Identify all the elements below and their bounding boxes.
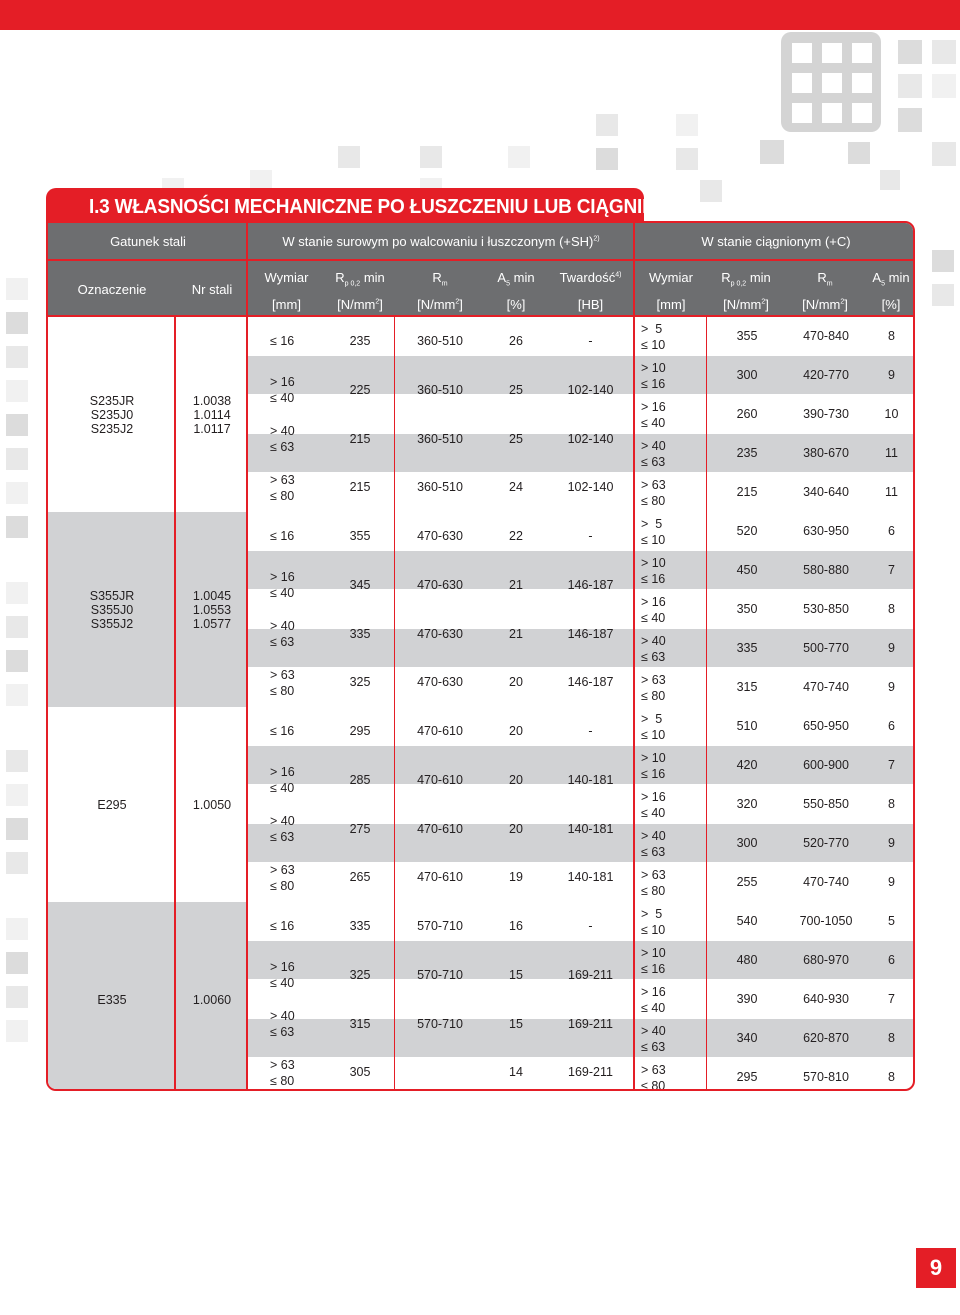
rm-header: $R_m$ [432, 270, 448, 288]
drawn-rm: 550-850 [803, 797, 849, 811]
drawn-rp: 295 [736, 1070, 758, 1084]
drawn-a: 7 [888, 563, 895, 577]
drawn-rm: 530-850 [803, 602, 849, 616]
drawn-a: 9 [888, 875, 895, 889]
drawn-rp: 260 [736, 407, 758, 421]
drawn-dimension: > 5 ≤ 10 [641, 712, 666, 742]
raw-rp: 275 [349, 821, 371, 836]
drawn-dimension: > 16 ≤ 40 [641, 985, 666, 1015]
raw-a: 22 [509, 529, 523, 543]
raw-row [248, 512, 634, 561]
raw-row [248, 951, 634, 1000]
drawn-a: 9 [888, 836, 895, 850]
steel-designation: E335 [97, 992, 127, 1007]
raw-a: 26 [509, 334, 523, 348]
drawn-dimension: > 10 ≤ 16 [641, 946, 666, 976]
drawn-rm: 650-950 [803, 719, 849, 733]
raw-rm: 360-510 [417, 382, 463, 397]
raw-row [248, 707, 634, 756]
raw-dimension: > 40 ≤ 63 [270, 813, 295, 844]
raw-dimension: > 63 ≤ 80 [270, 667, 295, 698]
raw-hardness: - [588, 919, 593, 933]
drawn-rp: 520 [736, 524, 758, 538]
steel-designation: S355JR S355J0 S355J2 [89, 588, 135, 631]
drawn-a: 9 [888, 680, 895, 694]
raw-rm: 360-510 [417, 480, 463, 495]
dim-unit: [mm] [272, 297, 301, 312]
raw-rp: 335 [349, 626, 371, 641]
raw-hardness: 169-211 [568, 1016, 613, 1031]
drawn-dimension: > 63 ≤ 80 [641, 478, 666, 508]
raw-dimension: > 16 ≤ 40 [270, 765, 295, 796]
raw-dimension: ≤ 16 [270, 334, 295, 349]
section-title: I.3 WŁASNOŚCI MECHANICZNE PO ŁUSZCZENIU LUB CIĄGNIENIU [89, 196, 687, 218]
drawn-a: 7 [888, 758, 895, 772]
drawn-a: 10 [884, 407, 899, 421]
raw-row [248, 415, 634, 464]
raw-row [248, 463, 634, 512]
drawn-rm: 520-770 [803, 836, 849, 850]
raw-dimension: > 63 ≤ 80 [270, 472, 295, 503]
top-red-bar [0, 0, 960, 30]
drawn-rm: 380-670 [803, 446, 849, 460]
rp2-header: $R_{p 0,2}$ min [721, 270, 771, 288]
raw-rm: 470-610 [417, 821, 463, 836]
raw-row [248, 853, 634, 902]
a-unit: [%] [506, 297, 526, 312]
drawn-rm: 620-870 [803, 1031, 849, 1045]
raw-rm: 360-510 [417, 431, 463, 446]
raw-hardness: 102-140 [567, 382, 614, 397]
drawn-rm: 470-740 [803, 680, 849, 694]
raw-rm: 470-630 [417, 626, 463, 641]
raw-rm: 470-610 [417, 724, 463, 738]
drawn-a: 5 [888, 914, 895, 928]
hardness-header: Twardość$^{4)}$ [559, 270, 622, 285]
drawn-rp: 315 [736, 680, 758, 694]
drawn-a: 6 [888, 719, 895, 733]
raw-row [248, 756, 634, 805]
page-number: 9 [916, 1248, 956, 1288]
raw-hardness: - [588, 529, 593, 543]
raw-rp: 345 [349, 577, 371, 592]
drawn-rp: 215 [736, 485, 758, 499]
raw-row [248, 1048, 634, 1091]
raw-hardness: 102-140 [567, 480, 614, 495]
raw-hardness: 169-211 [568, 1065, 613, 1080]
raw-rm: 470-630 [417, 577, 463, 592]
raw-rp: 325 [349, 675, 371, 690]
raw-hardness: 146-187 [567, 626, 614, 641]
drawn-dimension: > 5 ≤ 10 [641, 322, 666, 352]
drawn-rp: 510 [736, 719, 758, 733]
dim-header: Wymiar [264, 270, 309, 285]
raw-rp: 335 [349, 919, 371, 933]
drawn-rp: 300 [736, 368, 758, 382]
raw-hardness: 140-181 [567, 772, 614, 787]
raw-rp: 235 [349, 334, 371, 348]
section-title-banner [46, 188, 687, 224]
drawn-rp: 390 [736, 992, 758, 1006]
drawn-a: 8 [888, 1070, 895, 1084]
raw-a: 19 [509, 870, 523, 885]
raw-a: 25 [509, 431, 523, 446]
raw-row [248, 805, 634, 854]
steel-number: 1.0050 [192, 797, 232, 812]
drawn-rp: 350 [736, 602, 758, 616]
hardness-unit: [HB] [577, 297, 604, 312]
drawn-rp: 320 [736, 797, 758, 811]
raw-state-header: W stanie surowym po walcowaniu i łuszczonym $(+SH)^{2)}$ [282, 234, 600, 249]
drawn-rm: 340-640 [803, 485, 849, 499]
drawn-dimension: > 40 ≤ 63 [641, 439, 666, 469]
raw-row [248, 610, 634, 659]
drawn-rm: 470-840 [803, 329, 849, 343]
rm-unit: $[N/mm^2]$ [417, 297, 463, 312]
raw-hardness: - [588, 724, 593, 738]
raw-hardness: 146-187 [567, 675, 614, 690]
raw-rm: 470-610 [417, 870, 463, 885]
drawn-a: 6 [888, 953, 895, 967]
raw-dimension: > 63 ≤ 80 [270, 862, 295, 893]
table-header-row-2 [48, 261, 915, 315]
raw-rm: 570-710 [417, 919, 463, 933]
steel-number: 1.0045 1.0553 1.0577 [192, 588, 232, 631]
drawn-rm: 420-770 [803, 368, 849, 382]
raw-hardness: 146-187 [567, 577, 614, 592]
raw-rm: 470-630 [417, 675, 463, 690]
drawn-rp: 335 [736, 641, 758, 655]
a2-header: $A_5$ min [872, 270, 910, 288]
drawn-a: 8 [888, 797, 895, 811]
drawn-a: 7 [888, 992, 895, 1006]
steel-group [48, 317, 915, 512]
raw-a: 15 [509, 1016, 523, 1031]
drawn-dimension: > 16 ≤ 40 [641, 790, 666, 820]
a-header: $A_5$ min [497, 270, 535, 288]
rp2-unit: $[N/mm^2]$ [723, 297, 769, 312]
drawn-rm: 390-730 [803, 407, 849, 421]
drawn-dimension: > 63 ≤ 80 [641, 673, 666, 703]
steel-designation: S235JR S235J0 S235J2 [89, 393, 135, 436]
drawn-rp: 300 [736, 836, 758, 850]
drawn-rp: 540 [736, 914, 758, 928]
drawn-rm: 570-810 [803, 1070, 849, 1084]
raw-dimension: ≤ 16 [270, 724, 295, 739]
steel-group [48, 902, 915, 1091]
raw-row [248, 561, 634, 610]
raw-a: 21 [509, 626, 523, 641]
raw-dimension: > 63 ≤ 80 [270, 1057, 295, 1088]
drawn-rp: 355 [736, 329, 758, 343]
raw-rp: 355 [349, 529, 371, 543]
drawn-dimension: > 16 ≤ 40 [641, 400, 666, 430]
raw-rp: 215 [349, 431, 371, 446]
drawn-dimension: > 40 ≤ 63 [641, 1024, 666, 1054]
drawn-dimension: > 40 ≤ 63 [641, 829, 666, 859]
drawn-rp: 420 [736, 758, 758, 772]
drawn-a: 8 [888, 602, 895, 616]
raw-rp: 305 [349, 1065, 371, 1080]
drawn-rm: 500-770 [803, 641, 849, 655]
raw-dimension: ≤ 16 [270, 529, 295, 544]
raw-hardness: 102-140 [567, 431, 614, 446]
drawn-rp: 450 [736, 563, 758, 577]
raw-hardness: 169-211 [568, 967, 613, 982]
raw-rm: 570-710 [417, 1016, 463, 1031]
raw-rp: 215 [349, 480, 371, 495]
mechanical-properties-table [46, 221, 915, 1091]
drawn-a: 11 [885, 446, 898, 460]
steel-grade-header: Gatunek stali [110, 234, 186, 249]
rp-unit: $[N/mm^2]$ [337, 297, 383, 312]
steel-group [48, 512, 915, 707]
raw-rm: 470-630 [417, 529, 463, 543]
raw-rp: 315 [349, 1016, 371, 1031]
raw-rp: 265 [349, 870, 371, 885]
steel-no-header: Nr stali [191, 282, 233, 297]
raw-rm: 570-710 [417, 967, 463, 982]
rm2-unit: $[N/mm^2]$ [802, 297, 848, 312]
drawn-rp: 480 [736, 953, 758, 967]
steel-number: 1.0038 1.0114 1.0117 [192, 393, 232, 436]
rp-header: $R_{p 0,2}$ min [335, 270, 385, 288]
raw-rm: 360-510 [417, 334, 463, 348]
raw-row [248, 317, 634, 366]
drawn-dimension: > 5 ≤ 10 [641, 907, 666, 937]
raw-row [248, 658, 634, 707]
drawn-dimension: > 10 ≤ 16 [641, 751, 666, 781]
drawn-rp: 255 [736, 875, 758, 889]
dim2-header: Wymiar [649, 270, 693, 285]
raw-rp: 285 [349, 772, 371, 787]
drawn-rp: 340 [736, 1031, 758, 1045]
drawn-dimension: > 40 ≤ 63 [641, 634, 666, 664]
raw-rp: 325 [349, 967, 371, 982]
drawn-dimension: > 10 ≤ 16 [641, 361, 666, 391]
drawn-dimension: > 5 ≤ 10 [641, 517, 666, 547]
raw-dimension: > 40 ≤ 63 [270, 1008, 295, 1039]
drawn-rm: 580-880 [803, 563, 849, 577]
steel-designation: E295 [97, 797, 127, 812]
drawn-a: 6 [888, 524, 895, 538]
raw-a: 15 [509, 967, 523, 982]
raw-dimension: > 40 ≤ 63 [270, 618, 295, 649]
drawn-rm: 640-930 [803, 992, 849, 1006]
raw-rm: 470-610 [417, 772, 463, 787]
raw-a: 20 [509, 675, 523, 690]
raw-a: 20 [509, 724, 523, 738]
raw-row [248, 1000, 634, 1049]
dim2-unit: [mm] [656, 297, 686, 312]
raw-rp: 295 [349, 724, 371, 738]
steel-group [48, 707, 915, 902]
raw-dimension: > 16 ≤ 40 [270, 375, 295, 406]
drawn-rm: 680-970 [803, 953, 849, 967]
drawn-a: 8 [888, 1031, 895, 1045]
raw-dimension: > 16 ≤ 40 [270, 570, 295, 601]
drawn-state-header: W stanie ciągnionym (+C) [701, 234, 851, 249]
drawn-a: 11 [885, 485, 898, 499]
drawn-a: 9 [888, 368, 895, 382]
drawn-a: 8 [888, 329, 895, 343]
raw-rm [395, 1048, 485, 1091]
drawn-rm: 600-900 [803, 758, 849, 772]
table-header-row-1 [48, 223, 915, 259]
a2-unit: [%] [881, 297, 901, 312]
drawn-rm: 700-1050 [799, 914, 853, 928]
raw-a: 24 [509, 480, 523, 495]
raw-a: 21 [509, 577, 523, 592]
raw-row [248, 902, 634, 951]
steel-number: 1.0060 [192, 992, 232, 1007]
raw-a: 20 [509, 821, 523, 836]
raw-hardness: 140-181 [567, 821, 614, 836]
drawn-rp: 235 [736, 446, 758, 460]
drawn-dimension: > 16 ≤ 40 [641, 595, 666, 625]
designation-header: Oznaczenie [77, 282, 147, 297]
rm2-header: $R_m$ [817, 270, 833, 288]
raw-dimension: > 16 ≤ 40 [270, 960, 295, 991]
raw-rp: 225 [349, 382, 371, 397]
raw-a: 14 [509, 1065, 523, 1080]
raw-hardness: - [588, 334, 593, 348]
drawn-dimension: > 10 ≤ 16 [641, 556, 666, 586]
raw-a: 20 [509, 772, 523, 787]
drawn-rm: 630-950 [803, 524, 849, 538]
raw-dimension: > 40 ≤ 63 [270, 423, 295, 454]
raw-row [248, 366, 634, 415]
raw-a: 25 [509, 382, 523, 397]
raw-dimension: ≤ 16 [270, 919, 295, 934]
raw-a: 16 [509, 919, 523, 933]
drawn-a: 9 [888, 641, 895, 655]
raw-hardness: 140-181 [567, 870, 614, 885]
drawn-dimension: > 63 ≤ 80 [641, 1063, 666, 1091]
drawn-dimension: > 63 ≤ 80 [641, 868, 666, 898]
drawn-rm: 470-740 [803, 875, 849, 889]
